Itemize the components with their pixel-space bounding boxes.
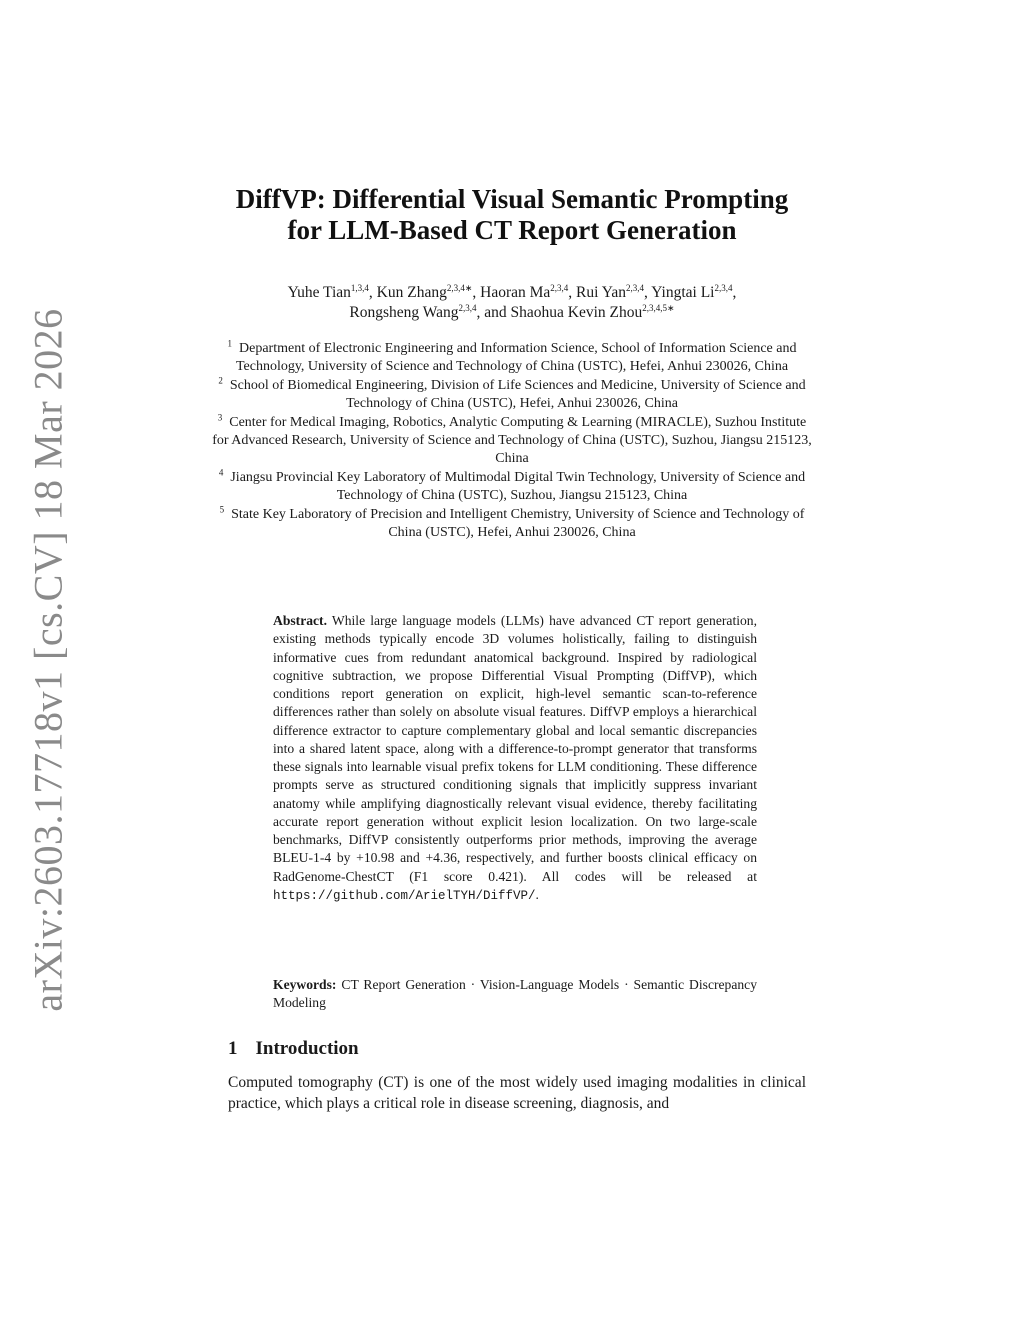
affiliation-list (212, 340, 812, 542)
keywords-label: Keywords: (273, 977, 337, 992)
title-line-1: DiffVP: Differential Visual Semantic Prompting (235, 184, 789, 214)
arxiv-watermark: arXiv:2603.17718v1 [cs.CV] 18 Mar 2026 (25, 308, 71, 1012)
keywords-text: CT Report Generation · Vision-Language Models · Semantic Discrepancy Modeling (273, 977, 757, 1011)
code-link[interactable]: https://github.com/ArielTYH/DiffVP/ (273, 888, 536, 903)
author: Kun Zhang$^{2,3,4∗}$, (376, 282, 481, 301)
affiliation: $^1$ Department of Electronic Engineering and Information Science, School of Information Science and Technology, University of Science and Technology of China (USTC), Hefei, Anhui 230026, China (227, 338, 797, 375)
affiliation: $^3$ Center for Medical Imaging, Robotics, Analytic Computing & Learning (MIRACLE), Suzhou Institute for Advanced Research, University of Science and Technology of China (USTC), Suzhou, Jiangsu 215123, China (212, 411, 812, 467)
author: Shaohua Kevin Zhou$^{2,3,4,5∗}$ (510, 302, 675, 321)
section-heading (228, 1038, 359, 1060)
author: Haoran Ma$^{2,3,4}$, (480, 282, 577, 301)
title-line-2: for LLM-Based CT Report Generation (287, 215, 737, 245)
abstract-text: While large language models (LLMs) have advanced CT report generation, existing methods typically encode 3D volumes holistically, failing to distinguish informative cues from redundant anatomical background. Inspired by radiological cognitive subtraction, we propose Differential Visual Prompting (DiffVP), which conditions report generation on explicit, high-level semantic scan-to-reference differences rather than solely on absolute visual features. DiffVP employs a hierarchical difference extractor to capture complementary global and local semantic discrepancies into a shared latent space, along with a difference-to-prompt generator that transforms these signals into learnable visual prefix tokens for LLM conditioning. These difference prompts serve as structured conditioning signals that implicitly suppress invariant anatomy while amplifying diagnostically relevant visual evidence, thereby facilitating accurate report generation without explicit lesion localization. On two large-scale benchmarks, DiffVP consistently outperforms prior methods, improving the average BLEU-1-4 by +10.98 and +4.36, respectively, and further boosts clinical efficacy on RadGenome-ChestCT (F1 score 0.421). All codes will be released at (273, 613, 757, 884)
author: Rui Yan$^{2,3,4}$, (576, 282, 652, 301)
section-number: 1 (228, 1038, 238, 1059)
section-title: Introduction (255, 1038, 359, 1059)
abstract: Abstract. While large language models (LLMs) have advanced CT report generation, existing methods typically encode 3D volumes holistically, failing to distinguish informative cues from redundant anatomical background. Inspired by radiological cognitive subtraction, we propose Differential Visual Prompting (DiffVP), which conditions report generation on explicit, high-level semantic scan-to-reference differences rather than solely on absolute visual features. DiffVP employs a hierarchical difference extractor to capture complementary global and local semantic discrepancies into a shared latent space, along with a difference-to-prompt generator that transforms these signals into learnable visual prefix tokens for LLM conditioning. These difference prompts serve as structured conditioning signals that implicitly suppress invariant anatomy while amplifying diagnostically relevant visual evidence, thereby facilitating accurate report generation without explicit lesion localization. On two large-scale benchmarks, DiffVP consistently outperforms prior methods, improving the average BLEU-1-4 by +10.98 and +4.36, respectively, and further boosts clinical efficacy on RadGenome-ChestCT (F1 score 0.421). All codes will be released at https://github.com/ArielTYH/DiffVP/. (273, 613, 757, 903)
author: Rongsheng Wang$^{2,3,4}$, and (349, 302, 511, 321)
keywords (273, 976, 757, 1013)
affiliation: $^2$ School of Biomedical Engineering, Division of Life Sciences and Medicine, University of Science and Technology of China (USTC), Hefei, Anhui 230026, China (218, 375, 806, 412)
author: Yingtai Li$^{2,3,4}$, (651, 282, 737, 301)
affiliation: $^5$ State Key Laboratory of Precision and Intelligent Chemistry, University of Science and Technology of China (USTC), Hefei, Anhui 230026, China (219, 504, 805, 541)
paper-title (212, 184, 812, 246)
affiliation: $^4$ Jiangsu Provincial Key Laboratory of Multimodal Digital Twin Technology, University of Science and Technology of China (USTC), Suzhou, Jiangsu 215123, China (218, 467, 806, 504)
intro-paragraph: Computed tomography (CT) is one of the most widely used imaging modalities in clinical practice, which plays a critical role in disease screening, diagnosis, and (228, 1074, 806, 1112)
abstract-label: Abstract. (273, 613, 327, 628)
author: Yuhe Tian$^{1,3,4}$, (287, 282, 377, 301)
author-list (212, 283, 812, 323)
